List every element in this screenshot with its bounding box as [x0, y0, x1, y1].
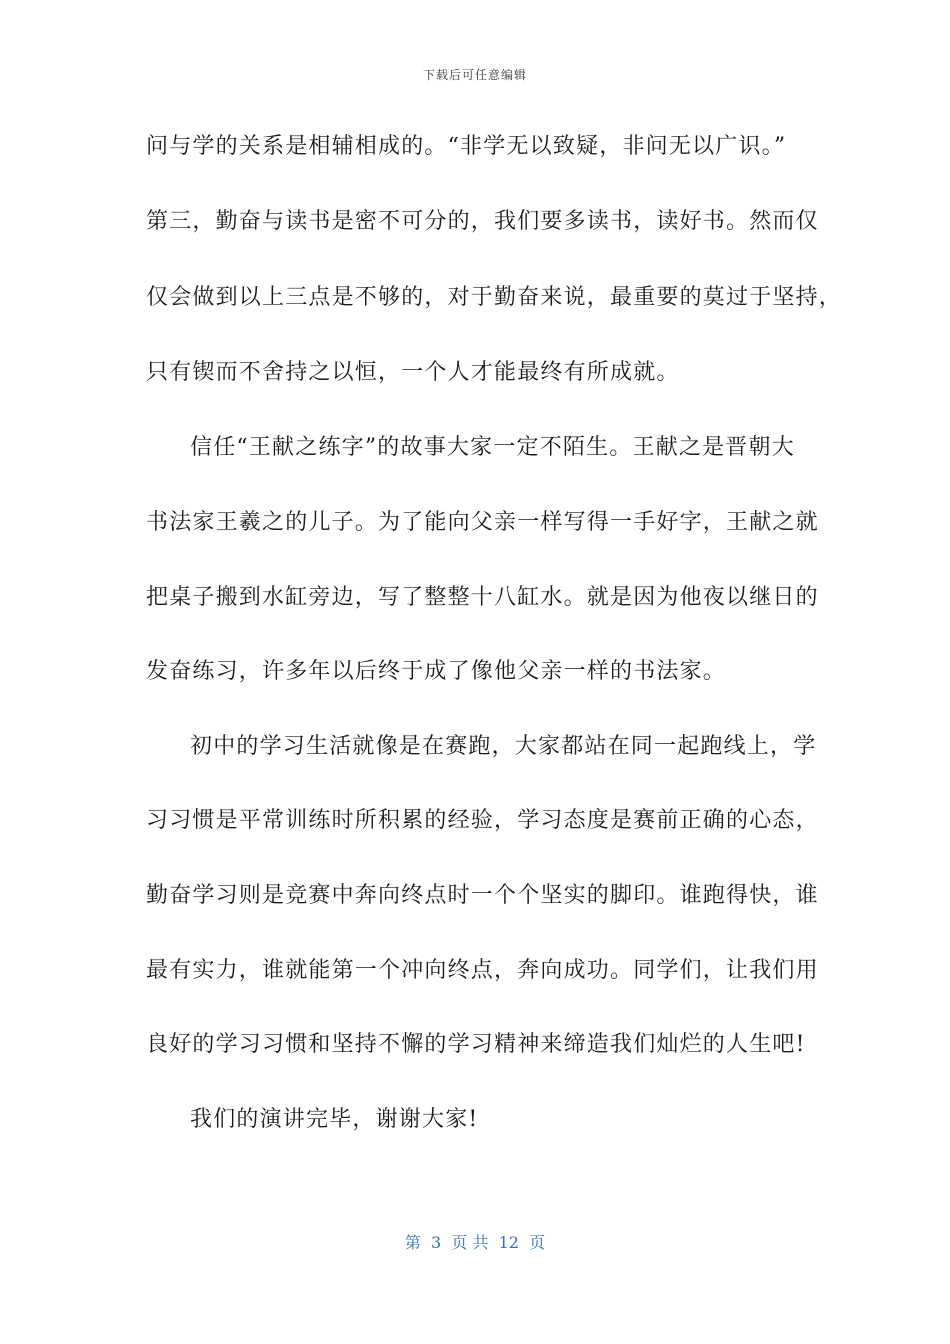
paragraph-line: 习习惯是平常训练时所积累的经验，学习态度是赛前正确的心态，: [146, 808, 819, 833]
paragraph-line: 良好的学习习惯和坚持不懈的学习精神来缔造我们灿烂的人生吧!: [146, 1032, 806, 1057]
paragraph-line: 问与学的关系是相辅相成的。“非学无以致疑，非问无以广识。”: [146, 134, 787, 159]
paragraph-line: 信任“王献之练字”的故事大家一定不陌生。王献之是晋朝大: [190, 435, 795, 460]
paragraph-line: 最有实力，谁就能第一个冲向终点，奔向成功。同学们，让我们用: [146, 958, 819, 983]
paragraph-line: 第三，勤奋与读书是密不可分的，我们要多读书，读好书。然而仅: [146, 209, 819, 234]
paragraph-line: 只有锲而不舍持之以恒，一个人才能最终有所成就。: [146, 360, 680, 385]
paragraph-line: 我们的演讲完毕，谢谢大家!: [190, 1107, 479, 1132]
paragraph-line: 勤奋学习则是竞赛中奔向终点时一个个坚实的脚印。谁跑得快，谁: [146, 883, 819, 908]
page-header: 下载后可任意编辑: [422, 68, 527, 82]
page-number-footer: 第 3 页 共 12 页: [404, 1233, 546, 1252]
paragraph-line: 仅会做到以上三点是不够的，对于勤奋来说，最重要的莫过于坚持，: [146, 285, 843, 310]
paragraph-line: 书法家王羲之的儿子。为了能向父亲一样写得一手好字，王献之就: [146, 510, 819, 535]
paragraph-line: 把桌子搬到水缸旁边，写了整整十八缸水。就是因为他夜以继日的: [146, 585, 819, 610]
paragraph-line: 初中的学习生活就像是在赛跑，大家都站在同一起跑线上，学: [190, 734, 817, 759]
paragraph-line: 发奋练习，许多年以后终于成了像他父亲一样的书法家。: [146, 659, 727, 684]
